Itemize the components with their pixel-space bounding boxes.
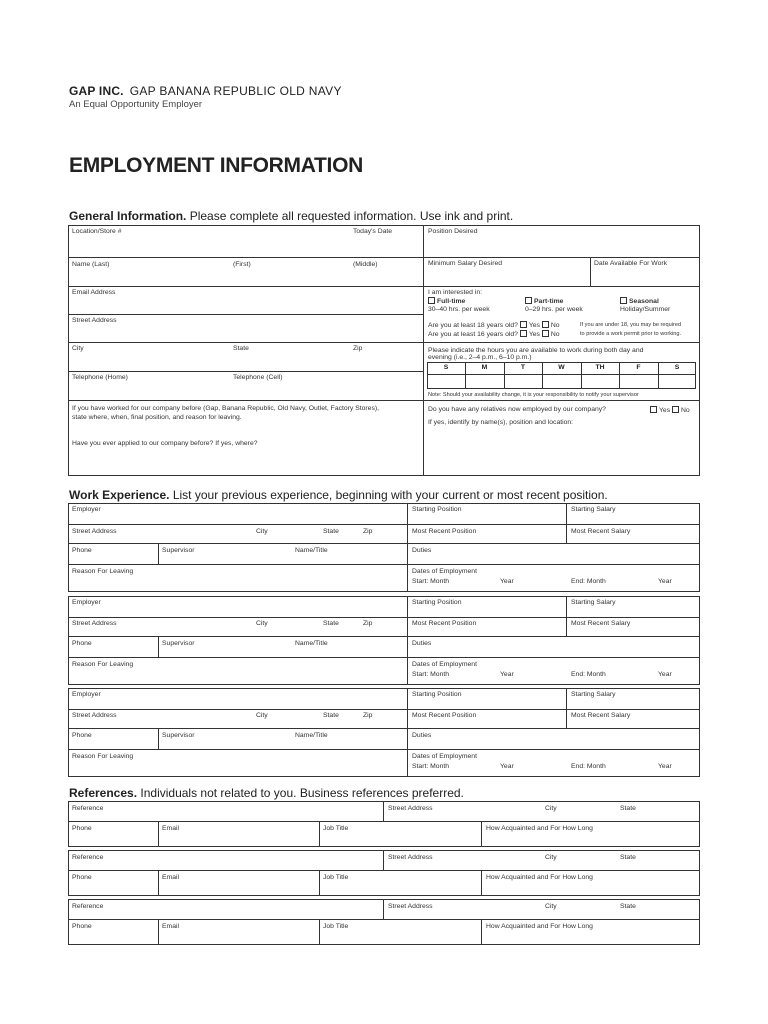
divider bbox=[423, 286, 700, 287]
most-recent-salary-field[interactable]: Most Recent Salary bbox=[571, 620, 631, 627]
state-field[interactable]: State bbox=[323, 620, 339, 627]
ref-email-field[interactable]: Email bbox=[162, 825, 179, 832]
brand-list: GAP BANANA REPUBLIC OLD NAVY bbox=[129, 84, 342, 98]
full-time-hours: 30–40 hrs. per week bbox=[428, 306, 490, 313]
state-field[interactable]: State bbox=[323, 528, 339, 535]
yes-label: Yes bbox=[528, 331, 540, 338]
general-divider bbox=[423, 225, 424, 476]
ref-phone-field[interactable]: Phone bbox=[72, 923, 92, 930]
city-field[interactable]: City bbox=[256, 712, 268, 719]
zip-field[interactable]: Zip bbox=[353, 345, 363, 352]
divider bbox=[68, 286, 423, 287]
email-field[interactable]: Email Address bbox=[72, 289, 116, 296]
full-time-label: Full-time bbox=[437, 298, 466, 305]
yes-label: Yes bbox=[528, 322, 540, 329]
divider bbox=[68, 371, 423, 372]
divider bbox=[68, 257, 423, 258]
day-sunday: S bbox=[443, 364, 449, 371]
ref-state-field[interactable]: State bbox=[620, 903, 636, 910]
divider bbox=[566, 596, 567, 636]
employer-field[interactable]: Employer bbox=[72, 599, 101, 606]
divider bbox=[383, 850, 384, 870]
divider bbox=[68, 636, 700, 637]
reason-leaving-field[interactable]: Reason For Leaving bbox=[72, 568, 134, 575]
part-time-hours: 0–29 hrs. per week bbox=[525, 306, 583, 313]
reason-leaving-field[interactable]: Reason For Leaving bbox=[72, 753, 134, 760]
part-time-label: Part-time bbox=[534, 298, 564, 305]
divider bbox=[68, 821, 700, 822]
name-first-field[interactable]: (First) bbox=[233, 261, 251, 268]
day-monday: M bbox=[481, 364, 488, 371]
divider bbox=[68, 617, 700, 618]
street-address-field[interactable]: Street Address bbox=[72, 528, 117, 535]
employer-field[interactable]: Employer bbox=[72, 506, 101, 513]
divider bbox=[68, 342, 423, 343]
phone-field[interactable]: Phone bbox=[72, 640, 92, 647]
ref-street-field[interactable]: Street Address bbox=[388, 854, 433, 861]
general-info-heading-text: Please complete all requested information. Use ink and print. bbox=[186, 209, 514, 223]
relatives-yes-checkbox[interactable] bbox=[650, 406, 657, 413]
references-heading-bold: References. bbox=[69, 786, 138, 800]
starting-salary-field[interactable]: Starting Salary bbox=[571, 506, 616, 513]
starting-position-field[interactable]: Starting Position bbox=[412, 506, 462, 513]
divider bbox=[68, 728, 700, 729]
yes-label: Yes bbox=[659, 407, 671, 414]
tel-home-field[interactable]: Telephone (Home) bbox=[72, 374, 128, 381]
references-heading-text: Individuals not related to you. Business references preferred. bbox=[137, 786, 464, 800]
ref-job-title-field[interactable]: Job Title bbox=[323, 923, 349, 930]
start-year-field[interactable]: Year bbox=[500, 578, 514, 585]
seasonal-checkbox[interactable] bbox=[620, 297, 627, 304]
divider bbox=[68, 314, 423, 315]
ref-city-field[interactable]: City bbox=[545, 854, 557, 861]
street-address-field[interactable]: Street Address bbox=[72, 712, 117, 719]
divider bbox=[68, 657, 700, 658]
work-heading-bold: Work Experience. bbox=[69, 488, 170, 502]
divider bbox=[319, 870, 320, 896]
name-title-label: Name/Title bbox=[295, 732, 328, 739]
starting-salary-field[interactable]: Starting Salary bbox=[571, 691, 616, 698]
age-18-no-checkbox[interactable] bbox=[542, 321, 549, 328]
start-month-field[interactable]: Start: Month bbox=[412, 578, 450, 585]
relatives-yes-no[interactable] bbox=[650, 406, 690, 415]
divider bbox=[319, 919, 320, 945]
ref-state-field[interactable]: State bbox=[620, 854, 636, 861]
divider bbox=[590, 257, 591, 286]
hours-instructions-2: evening (i.e., 2–4 p.m., 6–10 p.m.) bbox=[428, 354, 532, 361]
references-heading bbox=[69, 786, 464, 800]
ref-street-field[interactable]: Street Address bbox=[388, 805, 433, 812]
ref-acquainted-field[interactable]: How Acquainted and For How Long bbox=[486, 874, 593, 881]
divider bbox=[407, 503, 408, 592]
dates-employment-label: Dates of Employment bbox=[412, 753, 477, 760]
ref-street-field[interactable]: Street Address bbox=[388, 903, 433, 910]
duties-field[interactable]: Duties bbox=[412, 732, 432, 739]
duties-field[interactable]: Duties bbox=[412, 547, 432, 554]
day-thursday: TH bbox=[595, 364, 605, 371]
day-wednesday: W bbox=[558, 364, 565, 371]
reference-field[interactable]: Reference bbox=[72, 854, 104, 861]
worked-before-line-2: state where, when, final position, and reason for leaving. bbox=[72, 414, 242, 421]
divider bbox=[319, 821, 320, 847]
age-18-text: Are you at least 18 years old? bbox=[428, 322, 518, 329]
ref-acquainted-field[interactable]: How Acquainted and For How Long bbox=[486, 825, 593, 832]
applied-before-question: Have you ever applied to our company before? If yes, where? bbox=[72, 440, 258, 447]
state-field[interactable]: State bbox=[233, 345, 249, 352]
start-month-field[interactable]: Start: Month bbox=[412, 671, 450, 678]
zip-field[interactable]: Zip bbox=[363, 712, 373, 719]
divider bbox=[68, 749, 700, 750]
divider bbox=[68, 400, 700, 401]
relatives-question: Do you have any relatives now employed by our company? bbox=[428, 406, 606, 413]
relatives-identify: If yes, identify by name(s), position and location: bbox=[428, 419, 574, 426]
day-friday: F bbox=[636, 364, 641, 371]
page-title: EMPLOYMENT INFORMATION bbox=[69, 154, 363, 177]
divider bbox=[481, 821, 482, 847]
divider bbox=[158, 870, 159, 896]
worked-before-line-1: If you have worked for our company before (Gap, Banana Republic, Old Navy, Outlet, Factory Stores), bbox=[72, 405, 380, 412]
todays-date-field[interactable]: Today's Date bbox=[353, 228, 393, 235]
ref-phone-field[interactable]: Phone bbox=[72, 825, 92, 832]
starting-position-field[interactable]: Starting Position bbox=[412, 599, 462, 606]
street-address-field[interactable]: Street Address bbox=[72, 620, 117, 627]
company-name: GAP INC. bbox=[69, 84, 124, 98]
divider bbox=[423, 342, 700, 343]
divider bbox=[158, 636, 159, 657]
seasonal-label: Seasonal bbox=[629, 298, 659, 305]
phone-field[interactable]: Phone bbox=[72, 732, 92, 739]
divider bbox=[383, 801, 384, 821]
supervisor-field[interactable]: Supervisor bbox=[162, 640, 195, 647]
ref-job-title-field[interactable]: Job Title bbox=[323, 825, 349, 832]
ref-acquainted-field[interactable]: How Acquainted and For How Long bbox=[486, 923, 593, 930]
part-time-option[interactable] bbox=[525, 297, 563, 306]
divider bbox=[383, 899, 384, 919]
divider bbox=[423, 257, 700, 258]
age-18-yes-checkbox[interactable] bbox=[520, 321, 527, 328]
hours-instructions-1: Please indicate the hours you are available to work during both day and bbox=[428, 347, 644, 354]
name-title-label: Name/Title bbox=[295, 640, 328, 647]
supervisor-field[interactable]: Supervisor bbox=[162, 732, 195, 739]
ref-city-field[interactable]: City bbox=[545, 805, 557, 812]
starting-position-field[interactable]: Starting Position bbox=[412, 691, 462, 698]
ref-job-title-field[interactable]: Job Title bbox=[323, 874, 349, 881]
end-month-field[interactable]: End: Month bbox=[571, 763, 606, 770]
min-salary-field[interactable]: Minimum Salary Desired bbox=[428, 260, 503, 267]
divider bbox=[158, 543, 159, 564]
most-recent-position-field[interactable]: Most Recent Position bbox=[412, 620, 477, 627]
day-tuesday: T bbox=[520, 364, 526, 371]
city-field[interactable]: City bbox=[72, 345, 84, 352]
age-note-1: If you are under 18, you may be required bbox=[580, 322, 682, 328]
phone-field[interactable]: Phone bbox=[72, 547, 92, 554]
divider bbox=[68, 564, 700, 565]
end-month-field[interactable]: End: Month bbox=[571, 671, 606, 678]
end-year-field[interactable]: Year bbox=[658, 578, 672, 585]
zip-field[interactable]: Zip bbox=[363, 528, 373, 535]
end-year-field[interactable]: Year bbox=[658, 763, 672, 770]
divider bbox=[407, 596, 408, 685]
name-title-label: Name/Title bbox=[295, 547, 328, 554]
reference-field[interactable]: Reference bbox=[72, 903, 104, 910]
seasonal-desc: Holiday/Summer bbox=[620, 306, 671, 313]
day-saturday: S bbox=[674, 364, 680, 371]
position-desired-field[interactable]: Position Desired bbox=[428, 228, 478, 235]
ref-phone-field[interactable]: Phone bbox=[72, 874, 92, 881]
most-recent-salary-field[interactable]: Most Recent Salary bbox=[571, 528, 631, 535]
general-info-heading bbox=[69, 209, 513, 223]
reference-block-3 bbox=[68, 899, 700, 945]
age-16-no-checkbox[interactable] bbox=[542, 330, 549, 337]
employer-field[interactable]: Employer bbox=[72, 691, 101, 698]
no-label: No bbox=[680, 407, 690, 414]
work-heading-text: List your previous experience, beginning with your current or most recent position. bbox=[169, 488, 608, 502]
street-address-field[interactable]: Street Address bbox=[72, 317, 117, 324]
duties-field[interactable]: Duties bbox=[412, 640, 432, 647]
company-brands bbox=[69, 84, 342, 98]
age-16-text: Are you at least 16 years old? bbox=[428, 331, 518, 338]
availability-note: Note: Should your availability change, it is your responsibility to notify your supervisor bbox=[428, 392, 639, 398]
divider bbox=[158, 821, 159, 847]
divider bbox=[68, 919, 700, 920]
full-time-option[interactable] bbox=[428, 297, 465, 306]
relatives-no-checkbox[interactable] bbox=[672, 406, 679, 413]
ref-state-field[interactable]: State bbox=[620, 805, 636, 812]
most-recent-position-field[interactable]: Most Recent Position bbox=[412, 528, 477, 535]
divider bbox=[158, 728, 159, 749]
state-field[interactable]: State bbox=[323, 712, 339, 719]
reference-field[interactable]: Reference bbox=[72, 805, 104, 812]
divider bbox=[427, 374, 696, 375]
ref-email-field[interactable]: Email bbox=[162, 923, 179, 930]
eoe-statement: An Equal Opportunity Employer bbox=[69, 99, 203, 110]
work-experience-heading bbox=[69, 488, 608, 502]
tel-cell-field[interactable]: Telephone (Cell) bbox=[233, 374, 283, 381]
supervisor-field[interactable]: Supervisor bbox=[162, 547, 195, 554]
end-year-field[interactable]: Year bbox=[658, 671, 672, 678]
age-16-yes-checkbox[interactable] bbox=[520, 330, 527, 337]
end-month-field[interactable]: End: Month bbox=[571, 578, 606, 585]
city-field[interactable]: City bbox=[256, 620, 268, 627]
seasonal-option[interactable] bbox=[620, 297, 659, 306]
part-time-checkbox[interactable] bbox=[525, 297, 532, 304]
dates-employment-label: Dates of Employment bbox=[412, 568, 477, 575]
dates-employment-label: Dates of Employment bbox=[412, 661, 477, 668]
location-store-field[interactable]: Location/Store # bbox=[72, 228, 122, 235]
interested-in-label: I am interested in: bbox=[428, 289, 483, 296]
ref-city-field[interactable]: City bbox=[545, 903, 557, 910]
reference-block-2 bbox=[68, 850, 700, 896]
most-recent-salary-field[interactable]: Most Recent Salary bbox=[571, 712, 631, 719]
divider bbox=[407, 688, 408, 777]
reason-leaving-field[interactable]: Reason For Leaving bbox=[72, 661, 134, 668]
age-note-2: to provide a work permit prior to working. bbox=[580, 331, 682, 337]
starting-salary-field[interactable]: Starting Salary bbox=[571, 599, 616, 606]
general-info-heading-bold: General Information. bbox=[69, 209, 187, 223]
divider bbox=[68, 709, 700, 710]
reference-block-1 bbox=[68, 801, 700, 847]
divider bbox=[68, 524, 700, 525]
date-available-field[interactable]: Date Available For Work bbox=[594, 260, 668, 267]
divider bbox=[566, 503, 567, 543]
zip-field[interactable]: Zip bbox=[363, 620, 373, 627]
divider bbox=[68, 870, 700, 871]
no-label: No bbox=[550, 322, 560, 329]
ref-email-field[interactable]: Email bbox=[162, 874, 179, 881]
city-field[interactable]: City bbox=[256, 528, 268, 535]
age-16-question bbox=[428, 330, 560, 339]
start-year-field[interactable]: Year bbox=[500, 763, 514, 770]
divider bbox=[158, 919, 159, 945]
name-last-field[interactable]: Name (Last) bbox=[72, 261, 110, 268]
full-time-checkbox[interactable] bbox=[428, 297, 435, 304]
most-recent-position-field[interactable]: Most Recent Position bbox=[412, 712, 477, 719]
age-18-question bbox=[428, 321, 560, 330]
divider bbox=[68, 543, 700, 544]
divider bbox=[481, 919, 482, 945]
no-label: No bbox=[550, 331, 560, 338]
name-middle-field[interactable]: (Middle) bbox=[353, 261, 378, 268]
divider bbox=[481, 870, 482, 896]
start-year-field[interactable]: Year bbox=[500, 671, 514, 678]
divider bbox=[566, 688, 567, 728]
start-month-field[interactable]: Start: Month bbox=[412, 763, 450, 770]
